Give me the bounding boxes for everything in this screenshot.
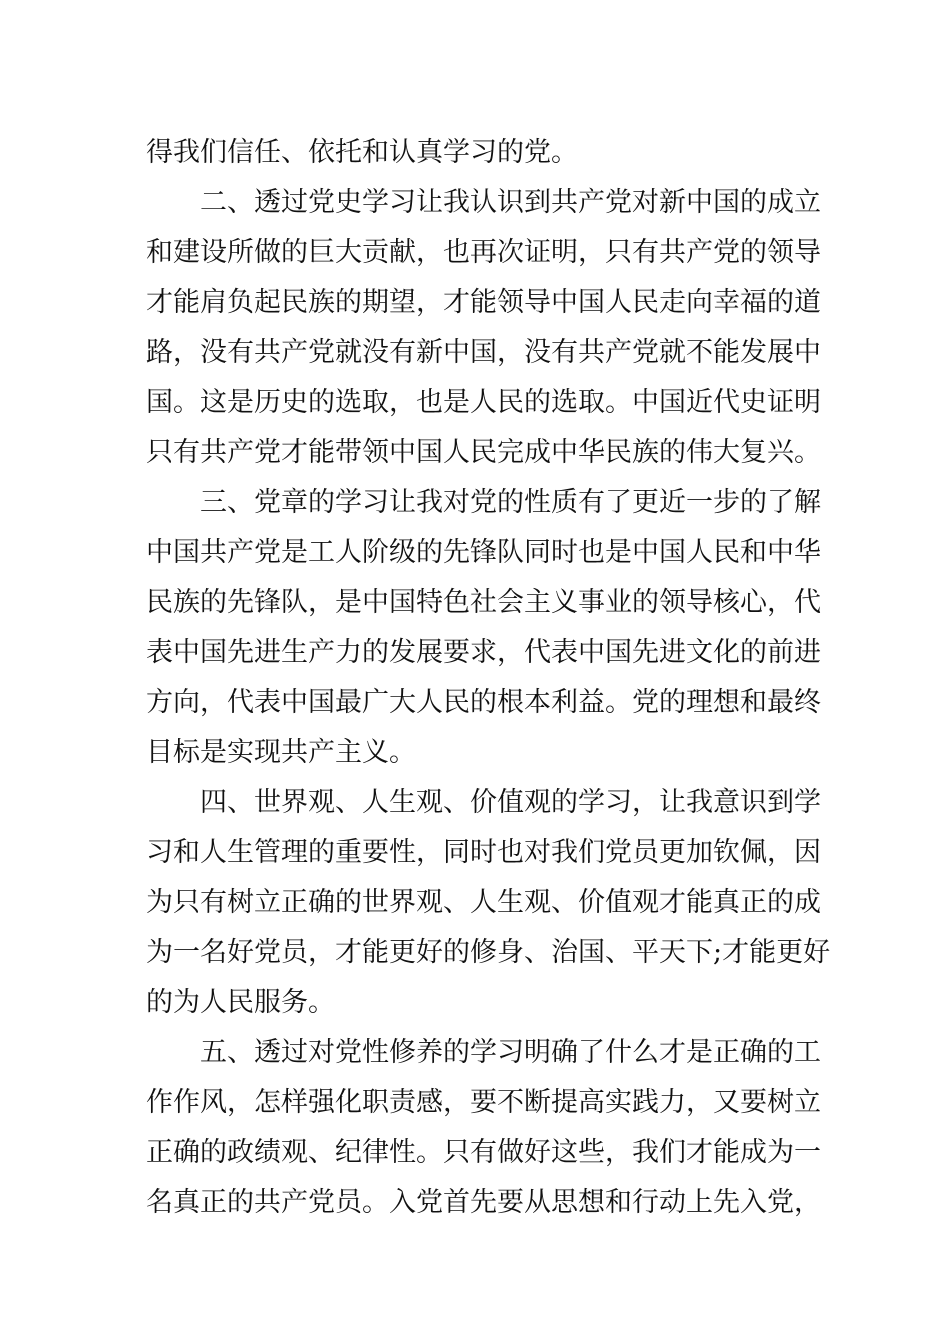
text-line: 习和人生管理的重要性，同时也对我们党员更加钦佩，因 xyxy=(146,837,821,868)
text-line: 只有共产党才能带领中国人民完成中华民族的伟大复兴。 xyxy=(146,437,821,468)
paragraph-3-first-line: 三、党章的学习让我对党的性质有了更近一步的了解 xyxy=(200,487,821,518)
text-line: 表中国先进生产力的发展要求，代表中国先进文化的前进 xyxy=(146,637,821,668)
text-line: 国。这是历史的选取，也是人民的选取。中国近代史证明 xyxy=(146,387,821,418)
text-line: 名真正的共产党员。入党首先要从思想和行动上先入党， xyxy=(146,1187,821,1218)
text-line: 得我们信任、依托和认真学习的党。 xyxy=(146,137,578,168)
text-line: 为只有树立正确的世界观、人生观、价值观才能真正的成 xyxy=(146,887,821,918)
text-line: 的为人民服务。 xyxy=(146,987,335,1018)
text-line: 目标是实现共产主义。 xyxy=(146,737,416,768)
text-line: 中国共产党是工人阶级的先锋队同时也是中国人民和中华 xyxy=(146,537,821,568)
text-line: 和建设所做的巨大贡献，也再次证明，只有共产党的领导 xyxy=(146,237,821,268)
text-line: 方向，代表中国最广大人民的根本利益。党的理想和最终 xyxy=(146,687,821,718)
text-line: 路，没有共产党就没有新中国，没有共产党就不能发展中 xyxy=(146,337,821,368)
text-line: 正确的政绩观、纪律性。只有做好这些，我们才能成为一 xyxy=(146,1137,821,1168)
paragraph-2-first-line: 二、透过党史学习让我认识到共产党对新中国的成立 xyxy=(200,187,821,218)
text-line: 为一名好党员，才能更好的修身、治国、平天下;才能更好 xyxy=(146,937,831,968)
paragraph-4-first-line: 四、世界观、人生观、价值观的学习，让我意识到学 xyxy=(200,787,821,818)
text-line: 才能肩负起民族的期望，才能领导中国人民走向幸福的道 xyxy=(146,287,821,318)
text-line: 民族的先锋队，是中国特色社会主义事业的领导核心，代 xyxy=(146,587,821,618)
text-line: 作作风，怎样强化职责感，要不断提高实践力，又要树立 xyxy=(146,1087,821,1118)
paragraph-5-first-line: 五、透过对党性修养的学习明确了什么才是正确的工 xyxy=(200,1037,821,1068)
document-body xyxy=(146,128,831,1228)
